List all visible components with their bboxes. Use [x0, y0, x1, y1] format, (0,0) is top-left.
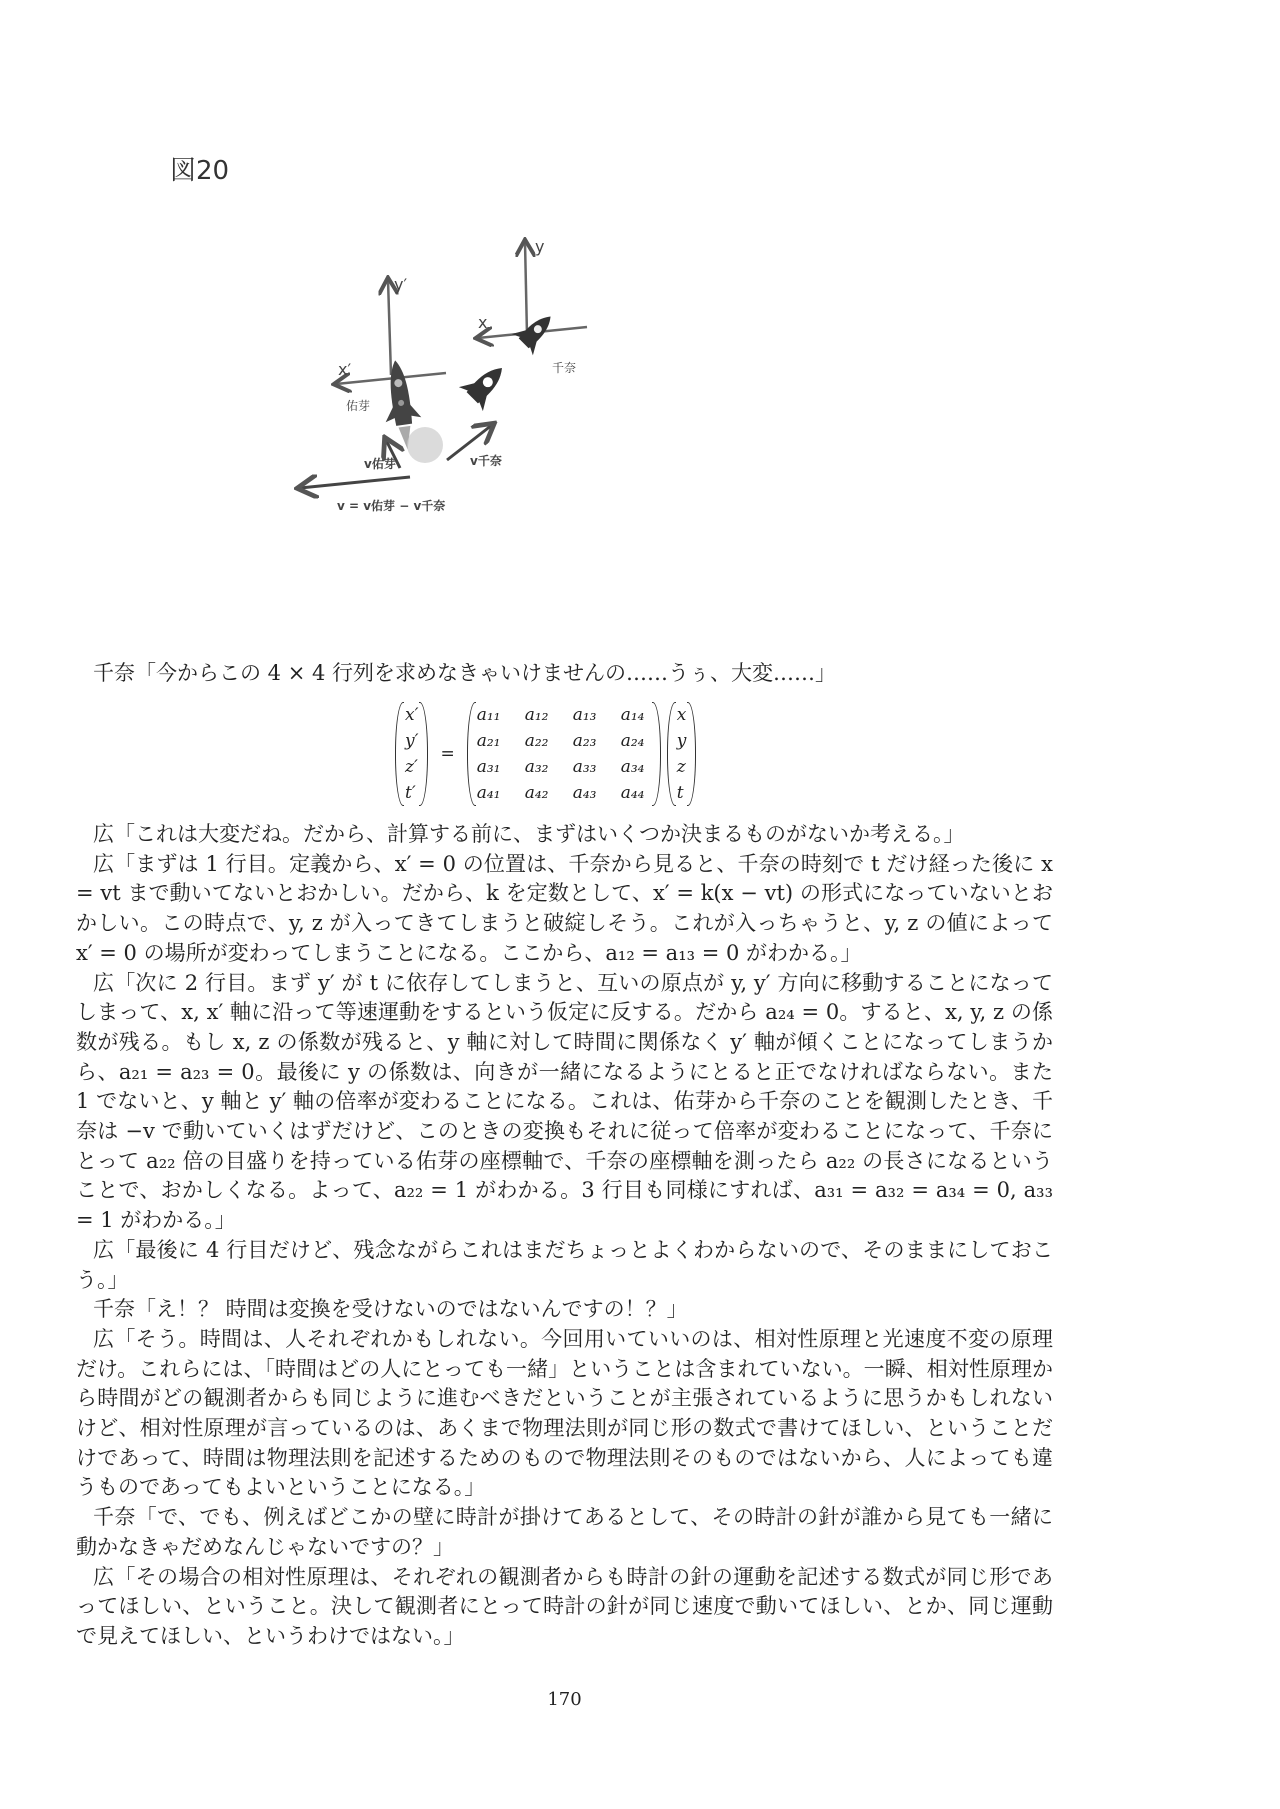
y-prime-label: y′	[394, 275, 408, 294]
v-relative-arrow	[300, 477, 410, 488]
paragraph: 広「その場合の相対性原理は、それぞれの観測者からも時計の針の運動を記述する数式が同じ形であってほしい、ということ。決して観測者にとって時計の針が同じ速度で動いてほしい、とか、同じ運動で見えてほしい、というわけではない。」	[76, 1564, 1053, 1648]
v-china-label: v千奈	[470, 454, 502, 468]
paragraph: 広「次に 2 行目。まず y′ が t に依存してしまうと、互いの原点が y, y′ 方向に移動することになってしまって、x, x′ 軸に沿って等速運動をするという仮定に反する。だから a₂₄ = 0。すると、x, y, z の係数が残る。もし x, z の係数が残ると、y 軸に対して時間に関係なく y′ 軸が傾くことになってしまうから、a₂₁ = a₂₃ = 0。最後に y の係数は、向きが一緒になるようにとると正でなければならない。また 1 でないと、y 軸と y′ 軸の倍率が変わることになる。これは、佑芽から千奈のことを観測したとき、千奈は −v で動いていくはずだけど、このときの変換もそれに従って倍率が変わることになって、千奈にとって a₂₂ 倍の目盛りを持っている佑芽の座標軸で、千奈の座標軸を測ったら a₂₂ の長さになるということで、おかしくなる。よって、a₂₂ = 1 がわかる。3 行目も同様にすれば、a₃₁ = a₃₂ = a₃₄ = 0, a₃₃ = 1 がわかる。」	[76, 970, 1053, 1233]
rocket-frames-figure	[280, 220, 620, 520]
matrix-entry: x′	[405, 705, 419, 725]
x-label: x	[478, 313, 488, 332]
matrix-entry: a₁₄	[620, 705, 645, 725]
matrix-entry: a₂₂	[524, 731, 549, 751]
matrix-entry: a₂₁	[476, 731, 501, 751]
v-yuga-label: v佑芽	[364, 457, 396, 471]
matrix-entry: a₄₃	[572, 783, 597, 803]
matrix-entry: a₁₁	[476, 705, 501, 725]
body-flow	[76, 820, 1053, 1712]
x-prime-label: x′	[338, 360, 352, 379]
matrix-entry: a₄₂	[524, 783, 549, 803]
y-axis	[525, 242, 527, 335]
matrix-entry: a₁₂	[524, 705, 549, 725]
v-relative-label: v = v佑芽 − v千奈	[337, 499, 446, 513]
exhaust-cloud	[407, 427, 443, 463]
equals-sign: =	[440, 744, 455, 764]
matrix-entry: z′	[405, 757, 418, 777]
matrix-entry: a₃₃	[572, 757, 597, 777]
paragraph: 広「これは大変だね。だから、計算する前に、まずはいくつか決まるものがないか考える。」	[93, 822, 965, 846]
matrix-entry: y	[676, 731, 687, 751]
matrix-entry: a₂₃	[572, 731, 597, 751]
rocket-icon	[459, 356, 514, 411]
matrix-entry: z	[676, 757, 686, 777]
rhs-vector	[667, 702, 697, 806]
figure-title: 図20	[170, 156, 230, 186]
matrix-entry: x	[676, 705, 687, 725]
page-number: 170	[547, 1688, 582, 1710]
intro-dialogue: 千奈「今からこの 4 × 4 行列を求めなきゃいけませんの……うぅ、大変……」	[93, 661, 837, 685]
matrix-entry: a₃₄	[620, 757, 645, 777]
paragraph: 広「そう。時間は、人それぞれかもしれない。今回用いていいのは、相対性原理と光速度不変の原理だけ。これらには、「時間はどの人にとっても一緒」ということは含まれていない。一瞬、相対性原理から時間がどの観測者からも同じように進むべきだということが主張されているように思うかもしれないけど、相対性原理が言っているのは、あくまで物理法則が同じ形の数式で書けてほしい、ということだけであって、時間は物理法則を記述するためのもので物理法則そのものではないから、人によっても違うものであってもよいということになる。」	[76, 1326, 1053, 1500]
paragraph: 広「最後に 4 行目だけど、残念ながらこれはまだちょっとよくわからないので、そのままにしておこう。」	[76, 1237, 1053, 1292]
matrix-entry: a₃₁	[476, 757, 501, 777]
paragraph: 広「まずは 1 行目。定義から、x′ = 0 の位置は、千奈から見ると、千奈の時刻で t だけ経った後に x = vt まで動いてないとおかしい。だから、k を定数として、x′ = k(x − vt) の形式になっていないとおかしい。この時点で、y, z が入ってきてしまうと破綻しそう。これが入っちゃうと、y, z の値によって x′ = 0 の場所が変わってしまうことになる。ここから、a₁₂ = a₁₃ = 0 がわかる。」	[76, 851, 1053, 965]
paragraph: 千奈「え！？ 時間は変換を受けないのではないんですの！？」	[93, 1297, 688, 1322]
matrix-entry: a₁₃	[572, 705, 597, 725]
matrix-entry: a₂₄	[620, 731, 645, 751]
matrix-entry: y′	[405, 731, 419, 751]
matrix-entry: t	[676, 783, 684, 803]
dialogue-body	[76, 820, 1053, 1652]
matrix-equation	[395, 700, 696, 808]
yuga-label: 佑芽	[346, 399, 371, 413]
y-label: y	[535, 237, 545, 256]
coefficient-matrix	[467, 702, 661, 806]
matrix-entry: t′	[405, 783, 416, 803]
paragraph: 千奈「で、でも、例えばどこかの壁に時計が掛けてあるとして、その時計の針が誰から見ても一緒に動かなきゃだめなんじゃないですの？」	[76, 1505, 1053, 1559]
china-label: 千奈	[552, 361, 577, 375]
matrix-entry: a₃₂	[524, 757, 549, 777]
matrix-entry: a₄₁	[476, 783, 501, 803]
matrix-entry: a₄₄	[620, 783, 645, 803]
y-prime-axis	[388, 280, 391, 375]
lhs-vector	[395, 702, 428, 806]
